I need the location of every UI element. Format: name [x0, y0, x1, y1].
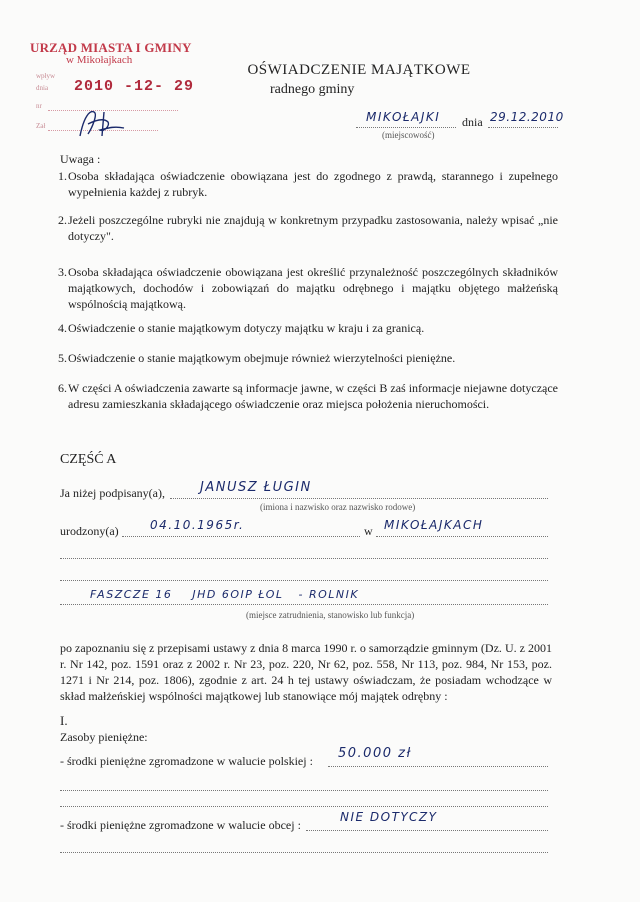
date-label: dnia: [462, 115, 483, 129]
blank-line: [60, 790, 548, 791]
date-value: 29.12.2010: [490, 110, 564, 124]
pln-label: - środki pieniężne zgromadzone w walucie polskiej :: [60, 754, 313, 768]
section-title: Zasoby pieniężne:: [60, 730, 148, 744]
employment-value: FASZCZE 16 JHD 6OIP ŁOL - ROLNIK: [90, 588, 360, 601]
stamp-label-no: nr: [36, 102, 42, 110]
blank-line: [60, 580, 548, 581]
note-item: [58, 168, 558, 200]
stamp-label-received: wpływ: [36, 72, 56, 80]
pln-value: 50.000 zł: [338, 746, 412, 761]
note-item: [58, 320, 558, 336]
place-value: MIKOŁAJKI: [366, 110, 441, 124]
note-number: 6.: [58, 381, 67, 395]
born-in-label: w: [364, 524, 373, 538]
note-text: Oświadczenie o stanie majątkowym dotyczy majątku w kraju i za granicą.: [68, 321, 425, 335]
stamp-label-date: dnia: [36, 84, 49, 92]
notes-heading: Uwaga :: [60, 152, 101, 166]
note-number: 3.: [58, 265, 67, 279]
born-place-line: [376, 536, 548, 537]
note-number: 1.: [58, 169, 67, 183]
note-text: Osoba składająca oświadczenie obowiązana jest do zgodnego z prawdą, starannego i zupełnego wypełnienia każdej z rubryk.: [68, 169, 558, 199]
stamp-signature: [74, 106, 134, 140]
blank-line: [60, 558, 548, 559]
note-number: 5.: [58, 351, 67, 365]
statement-text: po zapoznaniu się z przepisami ustawy z dnia 8 marca 1990 r. o samorządzie gminnym (Dz. U. z 2001 r. Nr 142, poz. 1591 oraz z 2002 r. Nr 23, poz. 220, Nr 62, poz. 558, Nr 113, poz. 984, Nr 153, poz. 1271 i Nr 214, poz. 1806), zgodnie z art. 24 h tej ustawy oświadczam, że posiadam wchodzące w skład małżeńskiej wspólności majątkowej lub stanowiące mój majątek odrębny :: [60, 641, 552, 703]
foreign-line: [306, 830, 548, 831]
stamp-label-sig: Zał: [36, 122, 46, 130]
place-line: [356, 127, 456, 128]
section-numeral: I.: [60, 713, 68, 728]
note-text: Oświadczenie o stanie majątkowym obejmuje również wierzytelności pieniężne.: [68, 351, 456, 365]
blank-line: [60, 806, 548, 807]
foreign-label: - środki pieniężne zgromadzone w walucie obcej :: [60, 818, 301, 832]
date-line: [488, 127, 558, 128]
name-value: JANUSZ ŁUGIN: [200, 480, 312, 495]
born-date-line: [122, 536, 360, 537]
document-title: OŚWIADCZENIE MAJĄTKOWE: [247, 62, 471, 78]
place-caption: (miejscowość): [382, 130, 435, 140]
note-text: W części A oświadczenia zawarte są informacje jawne, w części B zaś informacje niejawne dotyczące adresu zamieszkania składającego oświadczenie oraz miejsca położenia nieruchomości.: [68, 381, 558, 411]
part-a-heading: CZĘŚĆ A: [60, 452, 117, 467]
note-item: [58, 264, 558, 312]
name-label: Ja niżej podpisany(a),: [60, 486, 165, 500]
note-item: [58, 212, 558, 244]
stamp-town: w Mikołajkach: [66, 54, 133, 66]
document-subtitle: radnego gminy: [270, 82, 355, 97]
name-caption: (imiona i nazwisko oraz nazwisko rodowe): [260, 502, 416, 512]
note-number: 2.: [58, 213, 67, 227]
note-text: Osoba składająca oświadczenie obowiązana jest określić przynależność poszczególnych składników majątkowych, dochodów i zobowiązań do majątku odrębnego i majątku objętego małżeńską wspólnością majątkową.: [68, 265, 558, 311]
employment-line: [60, 604, 548, 605]
note-number: 4.: [58, 321, 67, 335]
born-place-value: MIKOŁAJKACH: [384, 518, 484, 532]
note-item: [58, 350, 558, 366]
employment-caption: (miejsce zatrudnienia, stanowisko lub funkcja): [246, 610, 415, 620]
foreign-value: NIE DOTYCZY: [340, 810, 438, 824]
born-label: urodzony(a): [60, 524, 119, 538]
note-item: [58, 380, 558, 412]
born-date-value: 04.10.1965r.: [150, 518, 245, 532]
stamp-date: 2010 -12- 29: [74, 78, 195, 95]
blank-line: [60, 852, 548, 853]
name-line: [170, 498, 548, 499]
note-text: Jeżeli poszczególne rubryki nie znajdują w konkretnym przypadku zastosowania, należy wpisać „nie dotyczy".: [68, 213, 558, 243]
pln-line: [328, 766, 548, 767]
stamp-office: URZĄD MIASTA I GMINY: [30, 40, 192, 55]
